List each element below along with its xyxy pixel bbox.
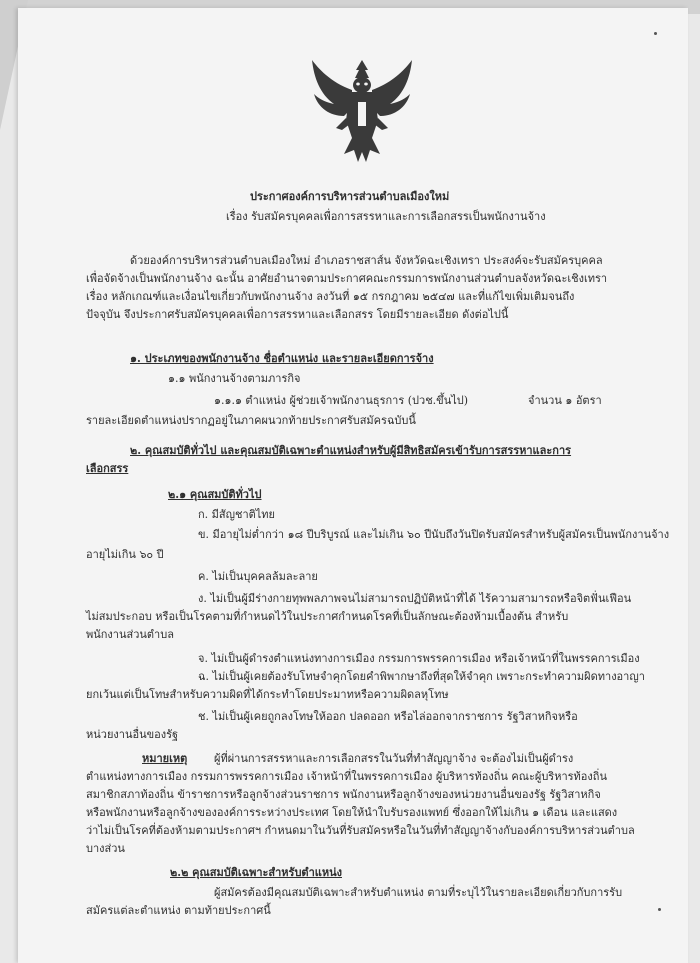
qualification-item: พนักงานส่วนตำบล <box>86 628 174 641</box>
qualification-item: ค. ไม่เป็นบุคคลล้มละลาย <box>198 570 318 583</box>
qualification-item: อายุไม่เกิน ๖๐ ปี <box>86 548 164 561</box>
qualification-item: ก. มีสัญชาติไทย <box>198 508 276 521</box>
qualification-item: ไม่สมประกอบ หรือเป็นโรคตามที่กำหนดไว้ในประกาศกำหนดโรคที่เป็นลักษณะต้องห้ามเบื้องต้น สำหรับ <box>86 610 569 623</box>
section1-item-label: ๑.๑.๑ ตำแหน่ง ผู้ช่วยเจ้าพนักงานธุรการ (ปวช.ขึ้นไป) <box>214 394 469 407</box>
note-line: หรือพนักงานหรือลูกจ้างขององค์การระหว่างประเทศ โดยให้นำใบรับรองแพทย์ ซึ่งออกให้ไม่เกิน ๑ เดือน และแสดง <box>86 806 618 819</box>
qualification-item: หน่วยงานอื่นของรัฐ <box>86 728 179 741</box>
qualification-item: ฉ. ไม่เป็นผู้เคยต้องรับโทษจำคุกโดยคำพิพากษาถึงที่สุดให้จำคุก เพราะกระทำความผิดทางอาญา <box>198 670 645 683</box>
section2-heading: เลือกสรร <box>86 462 129 475</box>
section1-sub: ๑.๑ พนักงานจ้างตามภารกิจ <box>168 372 301 385</box>
section1-heading: ๑. ประเภทของพนักงานจ้าง ชื่อตำแหน่ง และรายละเอียดการจ้าง <box>130 352 434 365</box>
intro-line: ด้วยองค์การบริหารส่วนตำบลเมืองใหม่ อำเภอราชสาส์น จังหวัดฉะเชิงเทรา ประสงค์จะรับสมัครบุคคล <box>130 254 603 267</box>
qualification-item: ข. มีอายุไม่ต่ำกว่า ๑๘ ปีบริบูรณ์ และไม่เกิน ๖๐ ปีนับถึงวันปิดรับสมัครสำหรับผู้สมัครเป็นพนักงานจ้าง <box>198 528 670 541</box>
document-title: ประกาศองค์การบริหารส่วนตำบลเมืองใหม่ <box>250 190 450 203</box>
document-page <box>18 8 688 963</box>
note-line: ว่าไม่เป็นโรคที่ต้องห้ามตามประกาศฯ กำหนดมาในวันที่รับสมัครหรือในวันที่ทำสัญญาจ้างกับองค์การบริหารส่วนตำบล <box>86 824 635 837</box>
note-label: หมายเหตุ <box>142 752 188 765</box>
qualification-item: ง. ไม่เป็นผู้มีร่างกายทุพพลภาพจนไม่สามารถปฏิบัติหน้าที่ได้ ไร้ความสามารถหรือจิตฟั่นเฟือน <box>198 592 632 605</box>
qualification-item: ช. ไม่เป็นผู้เคยถูกลงโทษให้ออก ปลดออก หรือไล่ออกจากราชการ รัฐวิสาหกิจหรือ <box>198 710 578 723</box>
scan-speck <box>658 908 661 911</box>
section2-sub2-line: สมัครแต่ละตำแหน่ง ตามท้ายประกาศนี้ <box>86 904 271 917</box>
intro-line: ปัจจุบัน จึงประกาศรับสมัครบุคคลเพื่อการสรรหาและเลือกสรร โดยมีรายละเอียด ดังต่อไปนี้ <box>86 308 509 321</box>
note-line: บางส่วน <box>86 842 125 855</box>
section2-sub: ๒.๑ คุณสมบัติทั่วไป <box>168 488 262 501</box>
note-line: ตำแหน่งทางการเมือง กรรมการพรรคการเมือง เจ้าหน้าที่ในพรรคการเมือง ผู้บริหารท้องถิ่น คณะผู้บริหารท้องถิ่น <box>86 770 607 783</box>
note-line: ผู้ที่ผ่านการสรรหาและการเลือกสรรในวันที่ทำสัญญาจ้าง จะต้องไม่เป็นผู้ดำรง <box>214 752 574 765</box>
section1-item-note: รายละเอียดตำแหน่งปรากฏอยู่ในภาคผนวกท้ายประกาศรับสมัครฉบับนี้ <box>86 414 416 427</box>
scan-speck <box>654 32 657 35</box>
section2-heading: ๒. คุณสมบัติทั่วไป และคุณสมบัติเฉพาะตำแหน่งสำหรับผู้มีสิทธิสมัครเข้ารับการสรรหาและการ <box>130 444 572 457</box>
qualification-item: ยกเว้นแต่เป็นโทษสำหรับความผิดที่ได้กระทำโดยประมาทหรือความผิดลหุโทษ <box>86 688 449 701</box>
intro-line: เรื่อง หลักเกณฑ์และเงื่อนไขเกี่ยวกับพนักงานจ้าง ลงวันที่ ๑๕ กรกฎาคม ๒๕๔๗ และที่แก้ไขเพิ่มเติมจนถึง <box>86 290 575 303</box>
garuda-emblem-icon <box>308 58 416 166</box>
note-line: สมาชิกสภาท้องถิ่น ข้าราชการหรือลูกจ้างส่วนราชการ พนักงานหรือลูกจ้างของหน่วยงานอื่นของรัฐ รัฐวิสาหกิจ <box>86 788 601 801</box>
qualification-item: จ. ไม่เป็นผู้ดำรงตำแหน่งทางการเมือง กรรมการพรรคการเมือง หรือเจ้าหน้าที่ในพรรคการเมือง <box>198 652 640 665</box>
intro-line: เพื่อจัดจ้างเป็นพนักงานจ้าง ฉะนั้น อาศัยอำนาจตามประกาศคณะกรรมการพนักงานส่วนตำบลจังหวัดฉะเชิงเทรา <box>86 272 608 285</box>
document-subject: เรื่อง รับสมัครบุคคลเพื่อการสรรหาและการเลือกสรรเป็นพนักงานจ้าง <box>226 210 546 223</box>
section2-sub2-line: ผู้สมัครต้องมีคุณสมบัติเฉพาะสำหรับตำแหน่ง ตามที่ระบุไว้ในรายละเอียดเกี่ยวกับการรับ <box>214 886 623 899</box>
section2-sub2: ๒.๒ คุณสมบัติเฉพาะสำหรับตำแหน่ง <box>170 866 342 879</box>
section1-item-count: จำนวน ๑ อัตรา <box>528 394 602 407</box>
